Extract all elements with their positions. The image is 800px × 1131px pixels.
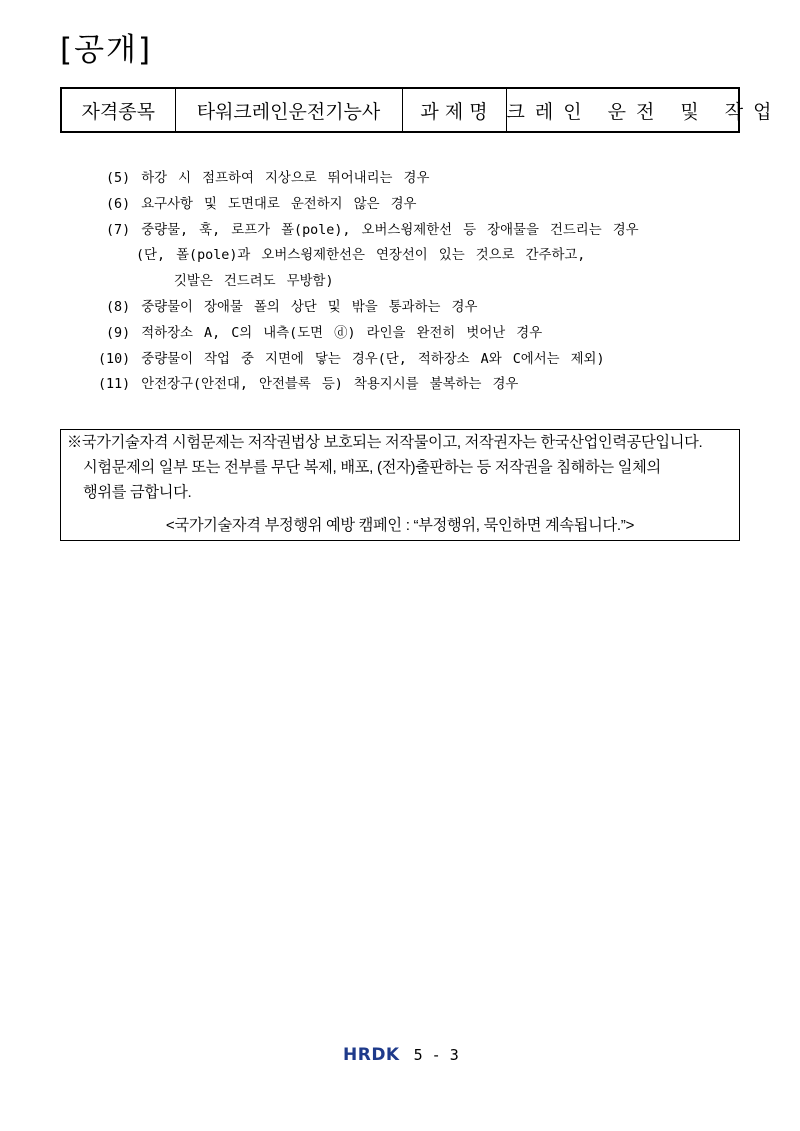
hrdk-logo: HRDK (343, 1045, 400, 1065)
notice-line: ※국가기술자격 시험문제는 저작권법상 보호되는 저작물이고, 저작권자는 한국산업인력공단입니다. (67, 434, 703, 451)
copyright-notice (60, 429, 740, 541)
exam-info-table (60, 87, 782, 133)
notice-line: 시험문제의 일부 또는 전부를 무단 복제, 배포, (전자)출판하는 등 저작권을 침해하는 일체의 (83, 459, 661, 476)
rule-item: (11) 안전장구(안전대, 안전블록 등) 착용지시를 불복하는 경우 (98, 377, 519, 393)
rule-item: (8) 중량물이 장애물 폴의 상단 및 밖을 통과하는 경우 (106, 299, 478, 315)
disqualification-rules (96, 166, 756, 398)
rule-item: (6) 요구사항 및 도면대로 운전하지 않은 경우 (106, 196, 417, 212)
campaign-slogan: <국가기술자격 부정행위 예방 캠페인 : “부정행위, 묵인하면 계속됩니다.”> (165, 517, 635, 534)
notice-line: 행위를 금합니다. (83, 484, 192, 501)
category-value: 타워크레인운전기능사 (175, 88, 402, 132)
rule-item-continuation: 깃발은 건드려도 무방함) (174, 274, 334, 290)
category-label: 자격종목 (61, 88, 175, 132)
rule-item: (10) 중량물이 작업 중 지면에 닿는 경우(단, 적하장소 A와 C에서는 제외) (98, 351, 605, 367)
rule-item: (7) 중량물, 훅, 로프가 폴(pole), 오버스윙제한선 등 장애물을 건드리는 경우 (106, 222, 639, 238)
exam-info-row (61, 88, 739, 132)
rule-item: (5) 하강 시 점프하여 지상으로 뛰어내리는 경우 (106, 171, 430, 186)
rule-item-continuation: (단, 폴(pole)과 오버스윙제한선은 연장선이 있는 것으로 간주하고, (136, 248, 586, 264)
page-number: 5 - 3 (413, 1046, 459, 1064)
task-value: 크레인 운전 및 작업 (506, 88, 739, 132)
rule-item: (9) 적하장소 A, C의 내측(도면 ⓓ) 라인을 완전히 벗어난 경우 (106, 325, 543, 341)
task-label: 과 제 명 (402, 88, 506, 132)
page-footer (343, 1044, 459, 1066)
public-tag: [공개] (60, 32, 153, 68)
